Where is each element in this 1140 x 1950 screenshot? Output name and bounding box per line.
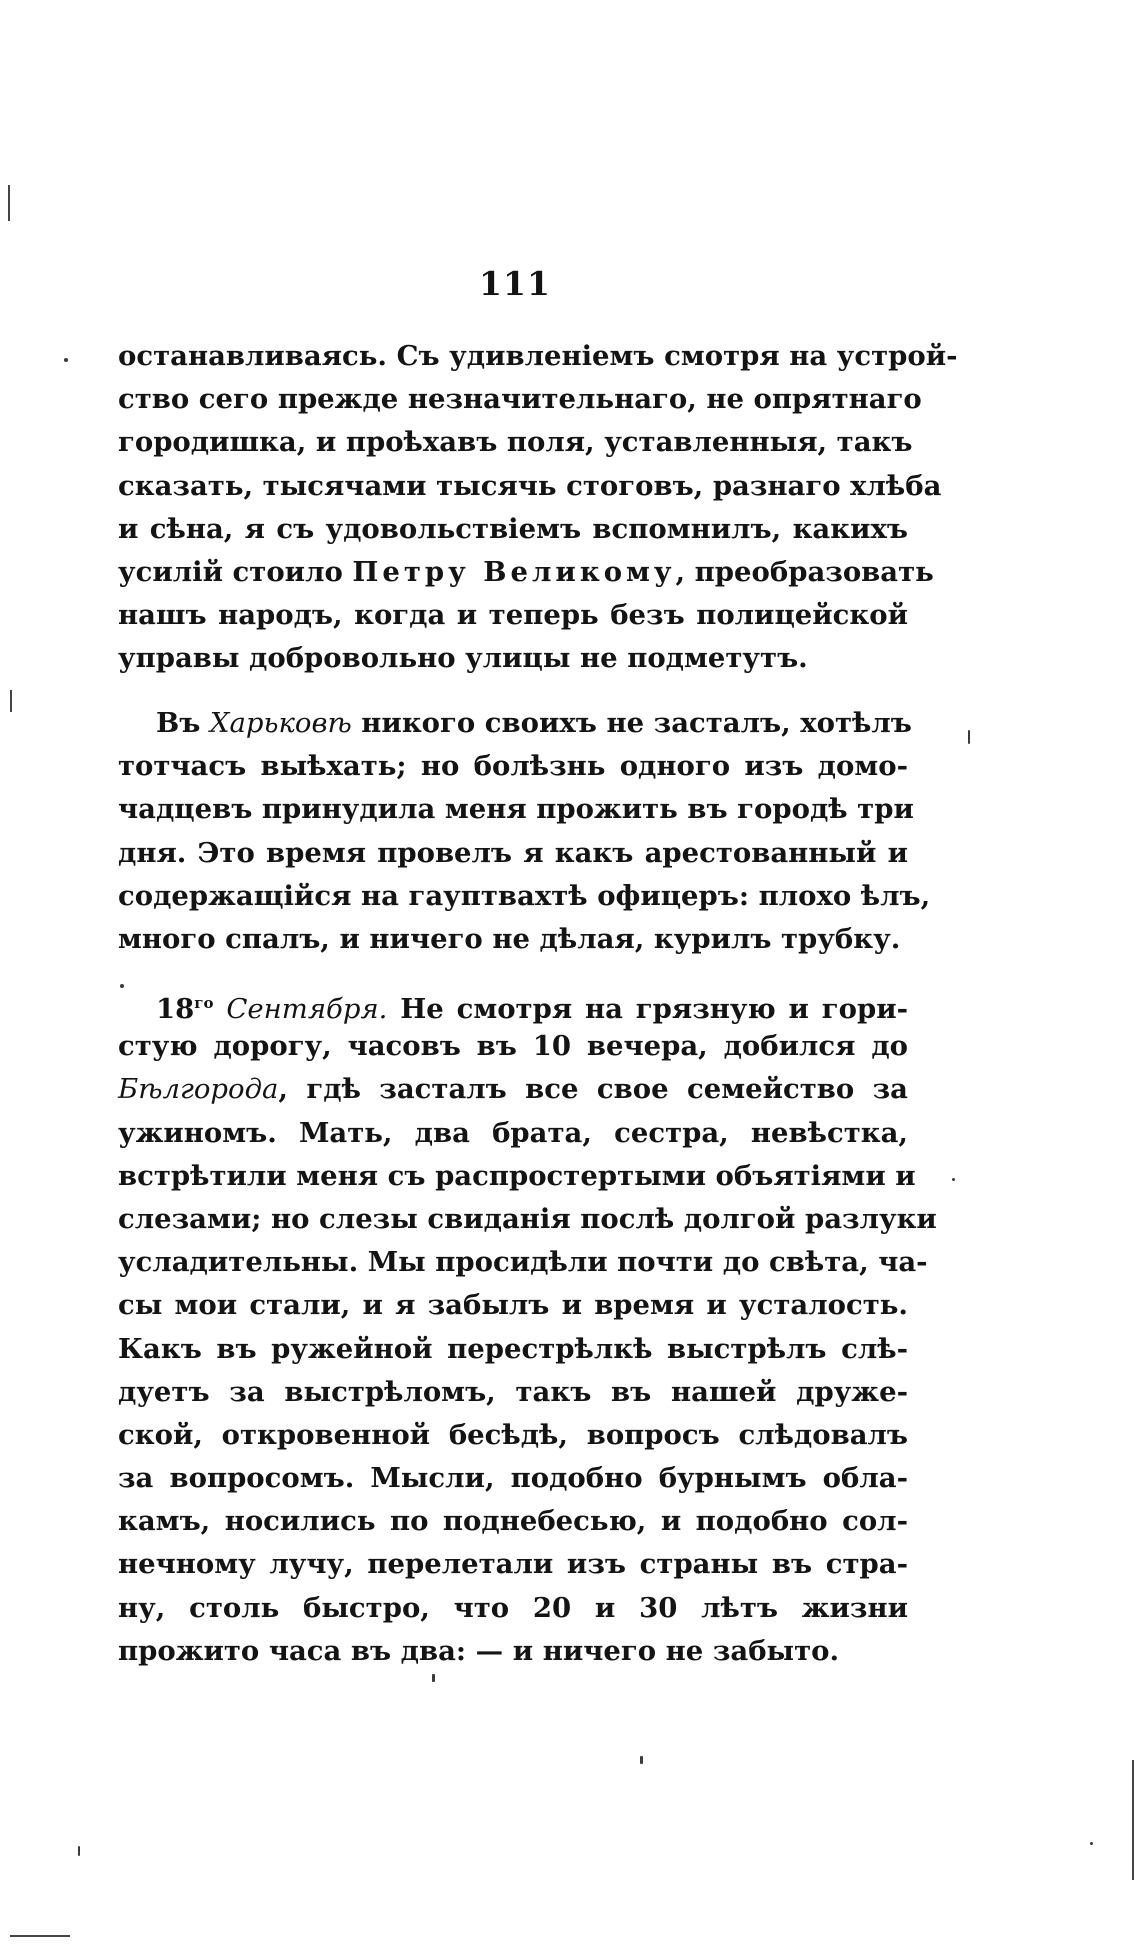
scan-speck — [432, 1674, 435, 1682]
date-suffix: го — [194, 994, 214, 1012]
scan-speck — [120, 984, 124, 988]
text-line — [118, 551, 934, 594]
text-line: ской, откровенной бесѣдѣ, вопросъ слѣдовалъ — [118, 1418, 908, 1451]
page-number: 111 — [479, 264, 551, 303]
text-line: нечному лучу, перелетали изъ страны въ стра- — [118, 1548, 908, 1581]
text-line: и сѣна, я съ удовольствіемъ вспомнилъ, какихъ — [118, 512, 908, 545]
scan-speck — [968, 730, 970, 744]
text-line: прожито часа въ два: — и ничего не забыто. — [118, 1634, 840, 1667]
scan-speck — [64, 358, 68, 362]
paragraph-3 — [118, 982, 937, 1673]
text-line: ство сего прежде незначительнаго, не опрятнаго — [118, 383, 922, 416]
spaced-name: Петру Великому — [352, 555, 676, 588]
text-line: содержащійся на гауптвахтѣ офицеръ: плохо ѣлъ, — [118, 879, 931, 912]
text-line — [118, 982, 908, 1025]
text-fragment: Въ — [156, 707, 210, 739]
text-fragment: Не смотря на грязную и гори- — [387, 993, 909, 1026]
text-line: камъ, носились по поднебесью, и подобно сол- — [118, 1505, 908, 1538]
text-fragment: усилій стоило — [118, 555, 343, 588]
text-line: встрѣтили меня съ распростертыми объятіями и — [118, 1159, 916, 1192]
text-line: стую дорогу, часовъ въ 10 вечера, добился до — [118, 1030, 908, 1063]
paragraph-2 — [118, 702, 931, 961]
text-fragment: , гдѣ засталъ все свое семейство за — [278, 1073, 908, 1106]
italic-place-name: Бѣлгорода — [118, 1073, 279, 1106]
scan-speck — [640, 1756, 643, 1764]
scan-edge-mark — [8, 185, 10, 221]
scan-speck — [78, 1846, 80, 1856]
text-line: Какъ въ ружейной перестрѣлкѣ выстрѣлъ слѣ- — [118, 1332, 908, 1365]
date-day: 18 — [156, 993, 195, 1026]
text-line: сы мои стали, и я забылъ и время и усталость. — [118, 1289, 908, 1322]
paragraph-1 — [118, 335, 958, 681]
text-line: тотчасъ выѣхать; но болѣзнь одного изъ домо- — [118, 750, 908, 783]
text-fragment: , преобразовать — [675, 555, 934, 588]
text-line: много спалъ, и ничего не дѣлая, курилъ трубку. — [118, 922, 901, 955]
text-line: дуетъ за выстрѣломъ, такъ въ нашей друже- — [118, 1375, 908, 1408]
text-line: нашъ народъ, когда и теперь безъ полицейской — [118, 599, 908, 632]
text-line: ну, столь быстро, что 20 и 30 лѣтъ жизни — [118, 1591, 908, 1624]
text-line: слезами; но слезы свиданія послѣ долгой разлуки — [118, 1202, 937, 1235]
text-fragment: никого своихъ не засталъ, хотѣлъ — [351, 707, 912, 739]
text-line: чадцевъ принудила меня прожить въ городѣ три — [118, 793, 914, 826]
italic-place-name: Харьковѣ — [209, 707, 352, 739]
text-line: усладительны. Мы просидѣли почти до свѣта, ча- — [118, 1246, 928, 1279]
text-line: городишка, и проѣхавъ поля, уставленныя, такъ — [118, 426, 913, 459]
text-line: останавливаясь. Съ удивленіемъ смотря на устрой- — [118, 340, 958, 372]
text-line — [118, 1068, 908, 1111]
text-line: управы добровольно улицы не подметутъ. — [118, 642, 808, 675]
scan-edge-mark — [10, 1935, 70, 1937]
italic-date-month: Сентября. — [226, 993, 388, 1026]
text-line: ужиномъ. Мать, два брата, сестра, невѣстка, — [118, 1116, 908, 1149]
scan-speck — [952, 1178, 955, 1181]
text-line: за вопросомъ. Мысли, подобно бурнымъ обла- — [118, 1462, 908, 1495]
text-line: сказать, тысячами тысячь стоговъ, разнаго хлѣба — [118, 469, 942, 502]
text-line — [118, 702, 912, 745]
text-line: дня. Это время провелъ я какъ арестованный и — [118, 836, 908, 869]
scan-edge-mark — [1132, 1760, 1134, 1880]
scan-edge-mark — [10, 690, 12, 712]
scan-speck — [1090, 1842, 1093, 1845]
